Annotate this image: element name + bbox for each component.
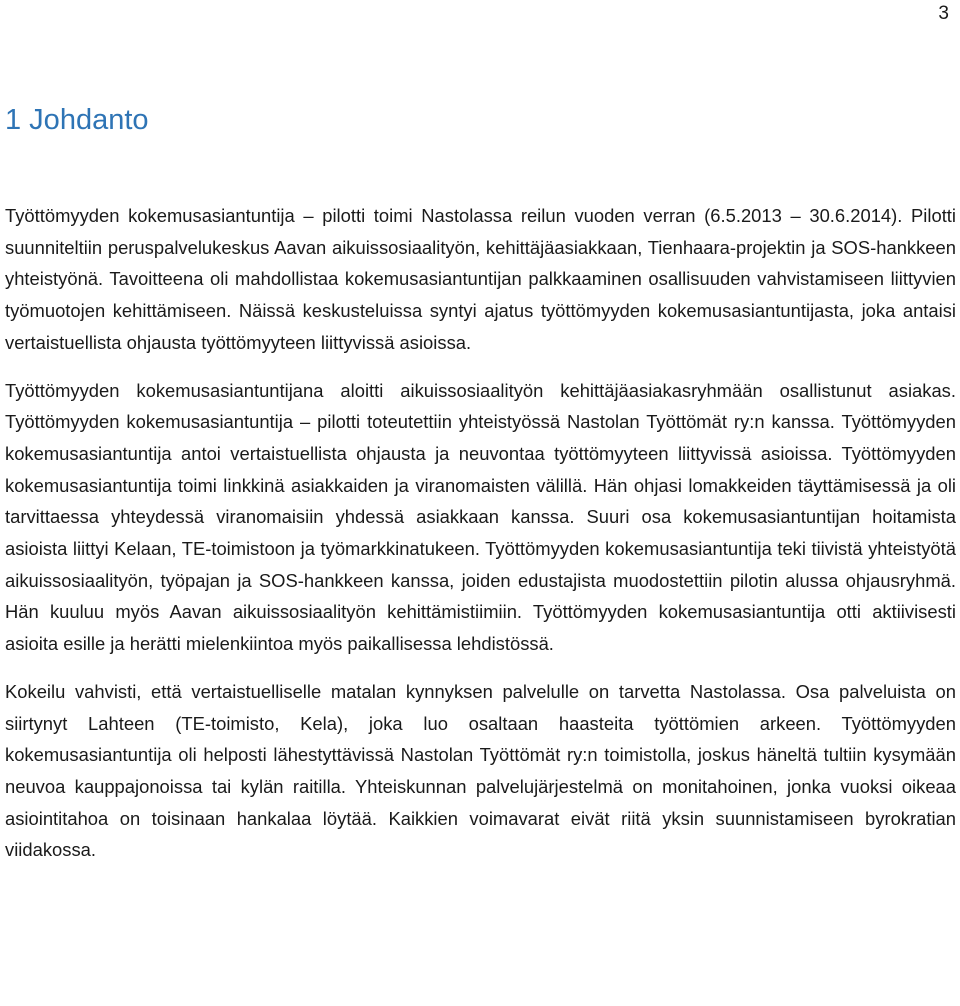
paragraph-intro: Työttömyyden kokemusasiantuntija – pilotti toimi Nastolassa reilun vuoden verran (6.5.2013 – 30.6.2014). Pilotti suunniteltiin peruspalvelukeskus Aavan aikuissosiaalityön, kehittäjäasiakkaan, Tienhaara-projektin ja SOS-hankkeen yhteistyönä. Tavoitteena oli mahdollistaa kokemusasiantuntijan palkkaaminen osallisuuden vahvistamiseen liittyvien työmuotojen kehittämiseen. Näissä keskusteluissa syntyi ajatus työttömyyden kokemusasiantuntijasta, joka antaisi vertaistuellista ohjausta työttömyyteen liittyvissä asioissa. <box>5 205 956 353</box>
body-text <box>5 200 956 882</box>
section-heading: 1 Johdanto <box>5 104 149 136</box>
paragraph-findings: Kokeilu vahvisti, että vertaistuelliselle matalan kynnyksen palvelulle on tarvetta Nastolassa. Osa palveluista on siirtynyt Lahteen (TE-toimisto, Kela), joka luo osaltaan haasteita työttömien arkeen. Työttömyyden kokemusasiantuntija oli helposti lähestyttävissä Nastolan Työttömät ry:n toimistolla, joskus häneltä tultiin kysymään neuvoa kauppajonoissa tai kylän raitilla. Yhteiskunnan palvelujärjestelmä on monitahoinen, jonka vuoksi oikeaa asiointitahoa on toisinaan hankalaa löytää. Kaikkien voimavarat eivät riitä yksin suunnistamiseen byrokratian viidakossa. <box>5 680 956 861</box>
page-number: 3 <box>938 3 949 24</box>
paragraph-role: Työttömyyden kokemusasiantuntijana aloitti aikuissosiaalityön kehittäjäasiakasryhmään osallistunut asiakas. Työttömyyden kokemusasiantuntija – pilotti toteutettiin yhteistyössä Nastolan Työttömät ry:n kanssa. Työttömyyden kokemusasiantuntija antoi vertaistuellista ohjausta ja neuvontaa työttömyyteen liittyvissä asioissa. Työttömyyden kokemusasiantuntija toimi linkkinä asiakkaiden ja viranomaisten välillä. Hän ohjasi lomakkeiden täyttämisessä ja oli tarvittaessa yhteydessä viranomaisiin yhdessä asiakkaan kanssa. Suuri osa kokemusasiantuntijan hoitamista asioista liittyi Kelaan, TE-toimistoon ja työmarkkinatukeen. Työttömyyden kokemusasiantuntija teki tiivistä yhteistyötä aikuissosiaalityön, työpajan ja SOS-hankkeen kanssa, joiden edustajista muodostettiin pilotin alussa ohjausryhmä. Hän kuuluu myös Aavan aikuissosiaalityön kehittämistiimiin. Työttömyyden kokemusasiantuntija otti aktiivisesti asioita esille ja herätti mielenkiintoa myös paikallisessa lehdistössä. <box>5 379 956 655</box>
